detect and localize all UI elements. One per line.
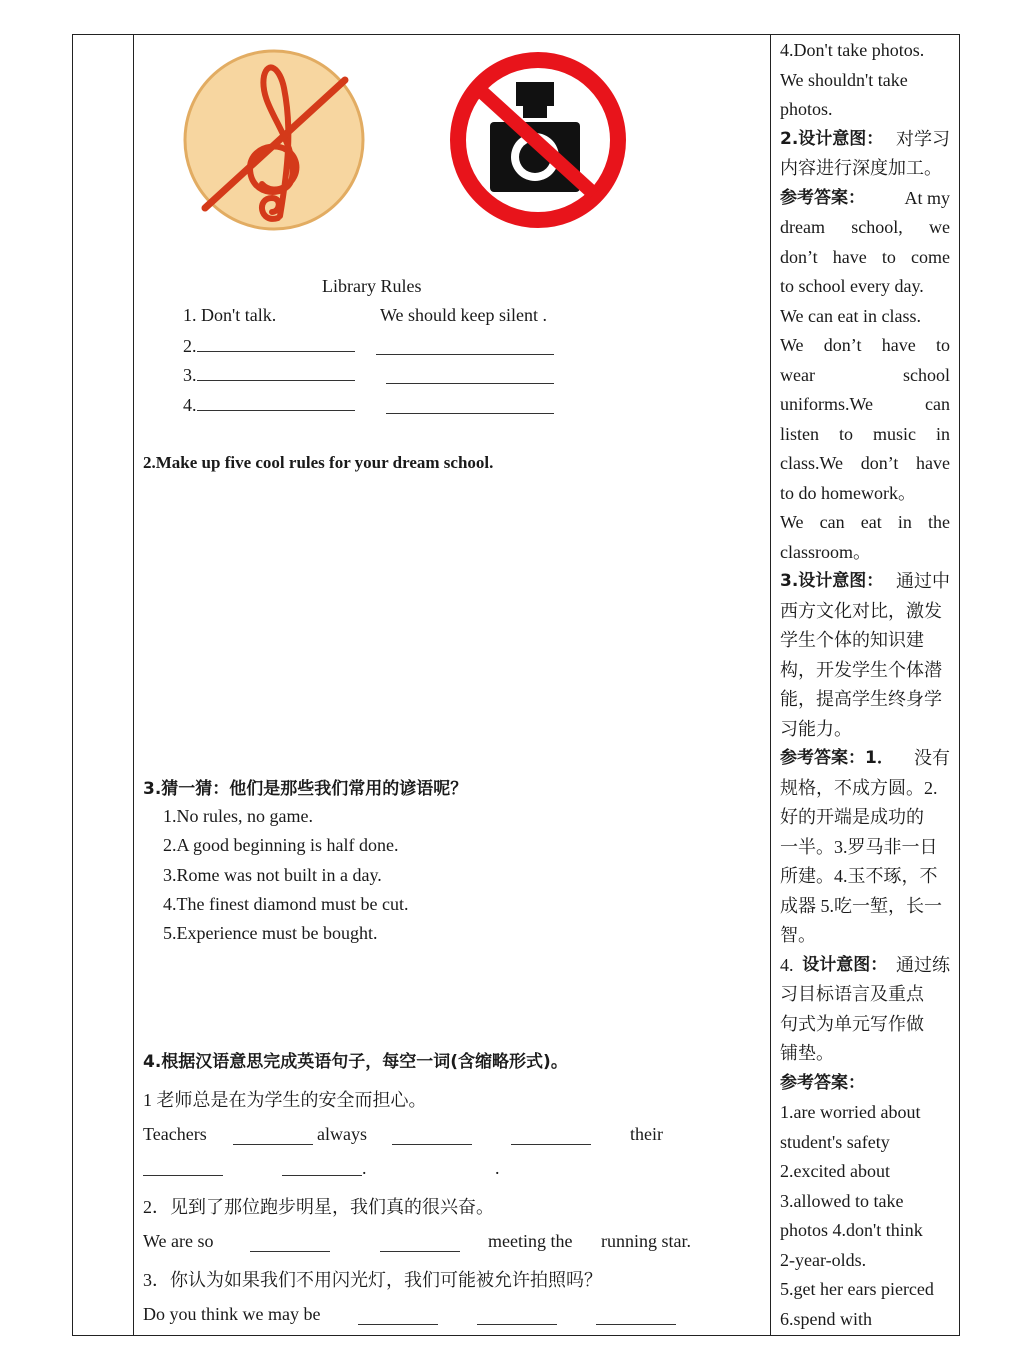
design-intent-text: 智。 [780,925,816,945]
design-intent-line [780,538,950,568]
question-2-word: running star. [601,1231,691,1251]
design-intent-text: 2-year-olds. [780,1249,867,1270]
task3-heading: 3.猜一猜：他们是那些我们常用的谚语呢？ [143,779,468,799]
rule-number: 4. [183,395,197,415]
answer-blank[interactable] [233,1130,313,1145]
design-intent-line [780,154,950,184]
design-intent-text: music [872,423,916,444]
design-intent-text: 设计意图： [802,954,888,975]
design-intent-text: have [881,335,916,355]
design-intent-line [780,597,950,627]
library-rules-title: Library Rules [322,276,422,296]
design-intent-line [780,243,950,273]
design-intent-text: 1.are worried about [780,1102,921,1122]
design-intent-text: 2.excited about [780,1161,890,1181]
design-intent-text: to [935,335,950,355]
design-intent-text: can [819,512,845,532]
design-intent-line [780,1305,950,1335]
design-intent-line [780,1275,950,1305]
question-1-word: their [630,1124,663,1144]
design-intent-text: to [838,423,853,444]
design-intent-text: school [903,364,950,385]
design-intent-text: 内容进行深度加工。 [780,158,942,178]
design-intent-line [780,862,950,892]
design-intent-text: uniforms.We [780,394,874,414]
design-intent-text: 所建。4.玉不琢，不 [780,866,938,886]
task4-heading: 4.根据汉语意思完成英语句子，每空一词(含缩略形式)。 [143,1052,568,1072]
library-rule-row [183,395,355,416]
design-intent-text: don’t [780,246,818,267]
answer-blank[interactable] [386,369,554,384]
design-intent-line [780,449,950,479]
design-intent-line [780,302,950,332]
design-intent-line [780,66,950,96]
design-intent-text: 6.spend with [780,1308,872,1329]
design-intent-text: we [928,217,950,237]
design-intent-text: photos 4.don't think [780,1220,923,1240]
design-intent-line [780,921,950,951]
design-intent-text: 参考答案：1． [780,748,894,768]
no-music-icon [180,48,368,232]
answer-blank[interactable] [250,1237,330,1252]
design-intent-line [780,1010,950,1040]
design-intent-text: 4. [780,954,794,975]
design-intent-text: 没有 [914,748,950,768]
design-intent-text: 能，提高学生终身学 [780,689,942,709]
design-intent-line [780,213,950,243]
design-intent-text: 习能力。 [780,718,852,739]
proverb-item: 1.No rules, no game. [163,806,313,826]
design-intent-text: 通过中 [896,571,950,591]
design-intent-text: We [780,512,804,532]
design-intent-line [780,1069,950,1099]
design-intent-text: eat [860,512,882,532]
design-intent-text: to school every day. [780,276,924,296]
library-rule-1-answer: We should keep silent . [380,305,548,325]
proverb-item: 4.The finest diamond must be cut. [163,894,409,914]
design-intent-text: the [927,512,950,532]
design-intent-text: in [897,512,912,532]
design-intent-column [780,36,950,1334]
design-intent-line [780,508,950,538]
design-intent-text: At my [904,187,950,208]
design-intent-line [780,1216,950,1246]
design-intent-text: 铺垫。 [780,1043,834,1063]
design-intent-text: 通过练 [896,954,950,975]
design-intent-line [780,1246,950,1276]
design-intent-text: 对学习 [896,128,950,149]
question-2-word: meeting the [488,1231,573,1251]
design-intent-text: 2.设计意图： [780,128,884,149]
question-1-word: Teachers [143,1124,207,1144]
design-intent-text: come [911,246,950,267]
design-intent-text: student's safety [780,1131,890,1152]
design-intent-line [780,420,950,450]
design-intent-text: wear [780,364,815,385]
design-intent-text: to do homework。 [780,482,916,503]
design-intent-text: don’t [860,453,899,473]
design-intent-text: listen [780,423,819,444]
library-rule-row [183,336,355,357]
answer-blank[interactable] [197,396,355,411]
design-intent-line [780,390,950,420]
answer-blank[interactable] [197,366,355,381]
design-intent-text: 4.Don't take photos. [780,40,925,60]
design-intent-text: have [916,453,950,473]
answer-blank[interactable] [197,337,355,352]
design-intent-text: 3.设计意图： [780,571,884,591]
design-intent-text: class.We [780,453,844,473]
design-intent-line [780,1039,950,1069]
answer-blank[interactable] [386,399,554,414]
design-intent-line [780,95,950,125]
question-1-period: . [495,1158,500,1178]
design-intent-text: 参考答案： [780,187,865,208]
rule-number: 2. [183,336,197,356]
proverb-item: 3.Rome was not built in a day. [163,865,382,885]
design-intent-line [780,715,950,745]
design-intent-line [780,685,950,715]
design-intent-text: We can eat in class. [780,305,921,326]
design-intent-text: We shouldn't take [780,69,908,90]
design-intent-text: 构，开发学生个体潜 [780,659,942,680]
design-intent-text: 学生个体的知识建 [780,630,924,650]
proverb-item: 5.Experience must be bought. [163,923,378,943]
task2-heading: 2.Make up five cool rules for your dream school. [143,453,494,472]
design-intent-text: 3.allowed to take [780,1190,904,1211]
design-intent-line [780,567,950,597]
design-intent-text: dream [780,217,825,237]
rule-number: 3. [183,365,197,385]
design-intent-line [780,479,950,509]
question-3-chinese: 3．你认为如果我们不用闪光灯，我们可能被允许拍照吗？ [143,1270,602,1290]
question-1-word: always [317,1124,367,1144]
design-intent-line [780,892,950,922]
question-3-word: Do you think we may be [143,1304,321,1324]
question-1-chinese: 1 老师总是在为学生的安全而担心。 [143,1090,427,1110]
design-intent-line [780,774,950,804]
design-intent-line [780,1128,950,1158]
answer-blank[interactable] [282,1161,362,1176]
proverb-item: 2.A good beginning is half done. [163,835,399,855]
design-intent-line [780,36,950,66]
answer-blank[interactable] [376,340,554,355]
design-intent-line [780,272,950,302]
answer-blank[interactable] [380,1237,460,1252]
design-intent-line [780,833,950,863]
library-rule-row [183,365,355,386]
answer-blank[interactable] [143,1161,223,1176]
design-intent-text: 好的开端是成功的 [780,807,924,827]
design-intent-text: 参考答案： [780,1072,865,1093]
design-intent-line [780,626,950,656]
design-intent-line [780,656,950,686]
design-intent-line [780,184,950,214]
design-intent-line [780,331,950,361]
design-intent-line [780,951,950,981]
design-intent-line [780,803,950,833]
design-intent-text: 规格，不成方圆。2. [780,777,938,798]
design-intent-line [780,125,950,155]
design-intent-text: in [935,423,950,444]
library-rule-1: 1. Don't talk. [183,305,277,325]
design-intent-text: We [780,335,804,355]
design-intent-text: 习目标语言及重点 [780,984,924,1004]
design-intent-line [780,744,950,774]
question-1-period: . [362,1158,367,1178]
question-2-word: We are so [143,1231,214,1251]
design-intent-text: photos. [780,99,833,119]
design-intent-text: have [832,246,867,267]
design-intent-line [780,361,950,391]
design-intent-text: can [925,394,950,414]
design-intent-text: 成器 5.吃一堑，长一 [780,895,942,916]
design-intent-line [780,1157,950,1187]
design-intent-text: 句式为单元写作做 [780,1013,924,1034]
answer-blank[interactable] [596,1310,676,1325]
design-intent-line [780,980,950,1010]
design-intent-text: 西方文化对比，激发 [780,600,942,621]
answer-blank[interactable] [477,1310,557,1325]
design-intent-text: to [881,246,896,267]
answer-blank[interactable] [511,1130,591,1145]
design-intent-text: 一半。3.罗马非一日 [780,836,938,857]
design-intent-line [780,1098,950,1128]
design-intent-text: classroom。 [780,541,871,562]
design-intent-text: don’t [823,335,862,355]
question-2-chinese: 2．见到了那位跑步明星，我们真的很兴奋。 [143,1197,494,1217]
no-photos-icon [448,50,628,230]
column-divider-right [770,34,771,1336]
design-intent-text: 5.get her ears pierced [780,1279,934,1299]
answer-blank[interactable] [358,1310,438,1325]
design-intent-text: school, [851,217,903,237]
design-intent-line [780,1187,950,1217]
answer-blank[interactable] [392,1130,472,1145]
column-divider-left [133,34,134,1336]
